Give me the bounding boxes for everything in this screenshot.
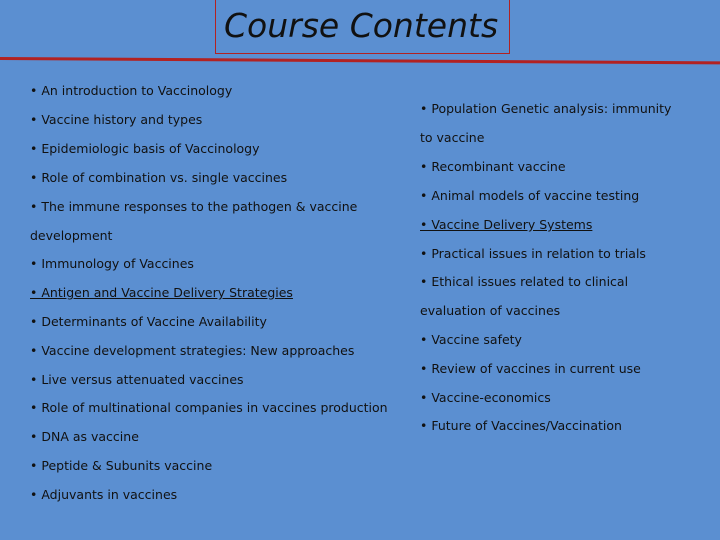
list-item: • Review of vaccines in current use bbox=[420, 361, 641, 376]
list-item: • Vaccine development strategies: New approaches bbox=[30, 343, 355, 358]
list-item: to vaccine bbox=[420, 130, 485, 145]
list-item: • Immunology of Vaccines bbox=[30, 256, 194, 271]
list-item: • Recombinant vaccine bbox=[420, 159, 566, 174]
list-item: • Peptide & Subunits vaccine bbox=[30, 458, 213, 473]
slide-title: Course Contents bbox=[224, 6, 499, 45]
list-item: • Population Genetic analysis: immunity bbox=[420, 101, 672, 116]
list-item: • Vaccine safety bbox=[420, 332, 522, 347]
list-item: • The immune responses to the pathogen & vaccine bbox=[30, 199, 358, 214]
list-item: • Role of combination vs. single vaccines bbox=[30, 170, 288, 185]
list-item: • Vaccine history and types bbox=[30, 112, 203, 127]
list-item: • Animal models of vaccine testing bbox=[420, 188, 640, 203]
list-item-link[interactable]: • Antigen and Vaccine Delivery Strategies bbox=[30, 285, 293, 300]
list-item: • Live versus attenuated vaccines bbox=[30, 372, 244, 387]
list-item: • Practical issues in relation to trials bbox=[420, 246, 646, 261]
list-item: • Vaccine-economics bbox=[420, 390, 551, 405]
list-item: • Determinants of Vaccine Availability bbox=[30, 314, 267, 329]
list-item: • Epidemiologic basis of Vaccinology bbox=[30, 141, 260, 156]
title-divider bbox=[0, 57, 720, 64]
list-item-link[interactable]: • Vaccine Delivery Systems bbox=[420, 217, 593, 232]
list-item: • Adjuvants in vaccines bbox=[30, 487, 178, 502]
list-item: development bbox=[30, 228, 113, 243]
list-item: evaluation of vaccines bbox=[420, 303, 561, 318]
list-item: • DNA as vaccine bbox=[30, 429, 139, 444]
list-item: • An introduction to Vaccinology bbox=[30, 83, 233, 98]
list-item: • Role of multinational companies in vaccines production bbox=[30, 400, 388, 415]
list-item: • Ethical issues related to clinical bbox=[420, 274, 629, 289]
list-item: • Future of Vaccines/Vaccination bbox=[420, 418, 622, 433]
